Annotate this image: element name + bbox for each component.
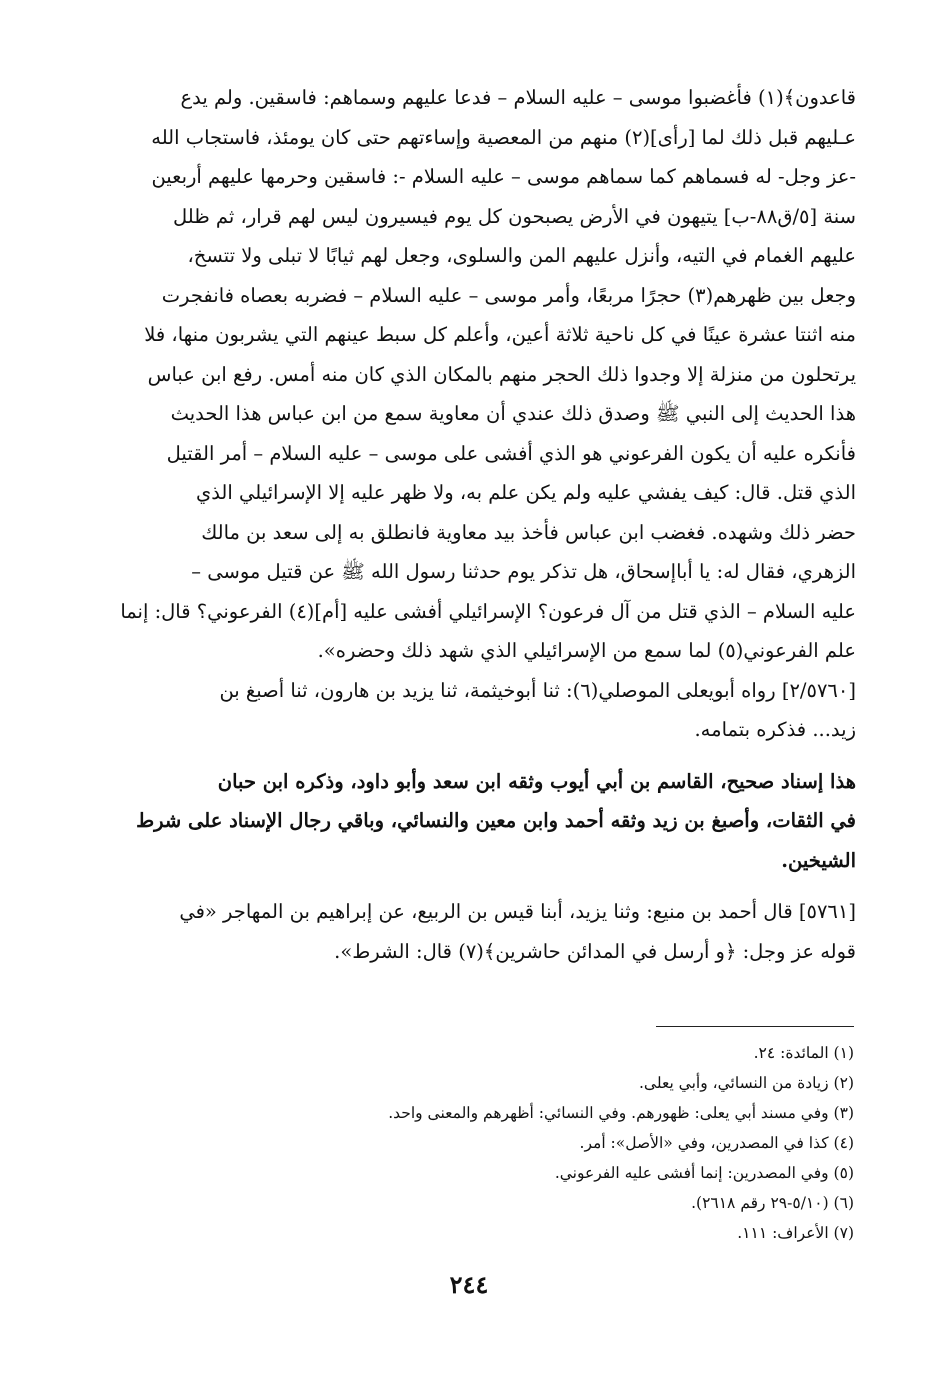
paragraph-spacer [84,880,856,892]
text-line: قاعدون﴾(١) فأغضبوا موسى – عليه السلام – فدعا عليهم وسماهم: فاسقين. ولم يدع [180,86,856,109]
page-body [84,78,856,971]
text-line: علم الفرعوني(٥) لما سمع من الإسرائيلي الذي شهد ذلك وحضره». [317,639,856,662]
text-line: زيد... فذكره بتمامه. [694,718,856,741]
narration-paragraph [84,78,856,671]
footnote: (٥) وفي المصدرين: إنما أفشى عليه الفرعوني. [554,1164,854,1182]
text-line: الذي قتل. قال: كيف يفشي عليه ولم يكن علم به، ولا ظهر عليه إلا الإسرائيلي الذي [195,481,856,504]
hadith-5761-paragraph [84,892,856,971]
text-line: يرتحلون من منزلة إلا وجدوا ذلك الحجر منهم بالمكان الذي كان منه أمس. رفع ابن عباس [147,362,856,386]
text-line: فأنكره عليه أن يكون الفرعوني هو الذي أفشى على موسى – عليه السلام – أمر القتيل [166,441,856,465]
text-line: منه اثنتا عشرة عينًا في كل ناحية ثلاثة أعين، وأعلم كل سبط عينهم التي يشربون منها، فلا [144,323,856,346]
text-line: وجعل بين ظهرهم(٣) حجرًا مربعًا، وأمر موسى – عليه السلام – فضربه بعصاه فانفجرت [161,283,856,307]
text-line: عليهم الغمام في التيه، وأنزل عليهم المن والسلوى، وجعل لهم ثيابًا لا تبلى ولا تتسخ، [187,244,856,267]
isnad-verdict-paragraph [84,762,856,881]
text-line: عـليهم قبل ذلك لما [رأى](٢) منهم من المعصية وإساءتهم حتى كان يومئذ، فاستجاب الله [151,125,856,149]
text-line: قوله عز وجل: ﴿و أرسل في المدائن حاشرين﴾(٧) قال: الشرط». [334,939,856,963]
text-line: حضر ذلك وشهده. فغضب ابن عباس فأخذ بيد معاوية فانطلق به إلى سعد بن مالك [201,520,856,544]
footnote: (١) المائدة: ٢٤. [753,1044,854,1062]
text-line: هذا إسناد صحيح، القاسم بن أبي أيوب وثقه ابن سعد وأبو داود، وذكره ابن حبان [217,769,856,793]
text-line: [٥٧٦١] قال أحمد بن منيع: وثنا يزيد، أبنا قيس بن الربيع، عن إبراهيم بن المهاجر «في [179,900,856,923]
paragraph-spacer [84,750,856,762]
hadith-5760-paragraph [84,671,856,750]
text-line: [٢/٥٧٦٠] رواه أبويعلى الموصلي(٦): ثنا أبوخيثمة، ثنا يزيد بن هارون، ثنا أصبغ بن [219,678,856,702]
text-line: الزهري، فقال له: يا أباإسحاق، هل تذكر يوم حدثنا رسول الله ﷺ عن قتيل موسى – [191,560,856,583]
text-line: الشيخين. [781,848,856,872]
footnotes [234,1038,854,1248]
text-line: هذا الحديث إلى النبي ﷺ وصدق ذلك عندي أن معاوية سمع من ابن عباس هذا الحديث [170,402,856,425]
text-line: -عز وجل- له فسماهم كما سماهم موسى – عليه السلام -: فاسقين وحرمها عليهم أربعين [151,165,856,188]
page-number: ٢٤٤ [449,1270,489,1299]
footnote: (٢) زيادة من النسائي، وأبي يعلى. [638,1074,854,1092]
footnote-divider [656,1026,854,1027]
text-line: في الثقات، وأصبغ بن زيد وثقه أحمد وابن معين والنسائي، وباقي رجال الإسناد على شرط [136,809,856,832]
footnote: (٣) وفي مسند أبي يعلى: ظهورهم. وفي النسائي: أظهرهم والمعنى واحد. [388,1104,854,1122]
footnote: (٤) كذا في المصدرين، وفي «الأصل»: أمر. [579,1134,854,1152]
footnote: (٧) الأعراف: ١١١. [737,1224,854,1242]
text-line: سنة [٥/ق٨٨-ب] يتيهون في الأرض يصبحون كل يوم فيسيرون ليس لهم قرار، ثم ظلل [172,204,856,228]
text-line: عليه السلام – الذي قتل من آل فرعون؟ الإسرائيلي أفشى عليه [أم](٤) الفرعوني؟ قال: إنما [120,599,856,623]
footnote: (٦) (٥/١٠-٢٩ رقم ٢٦١٨). [691,1194,854,1212]
